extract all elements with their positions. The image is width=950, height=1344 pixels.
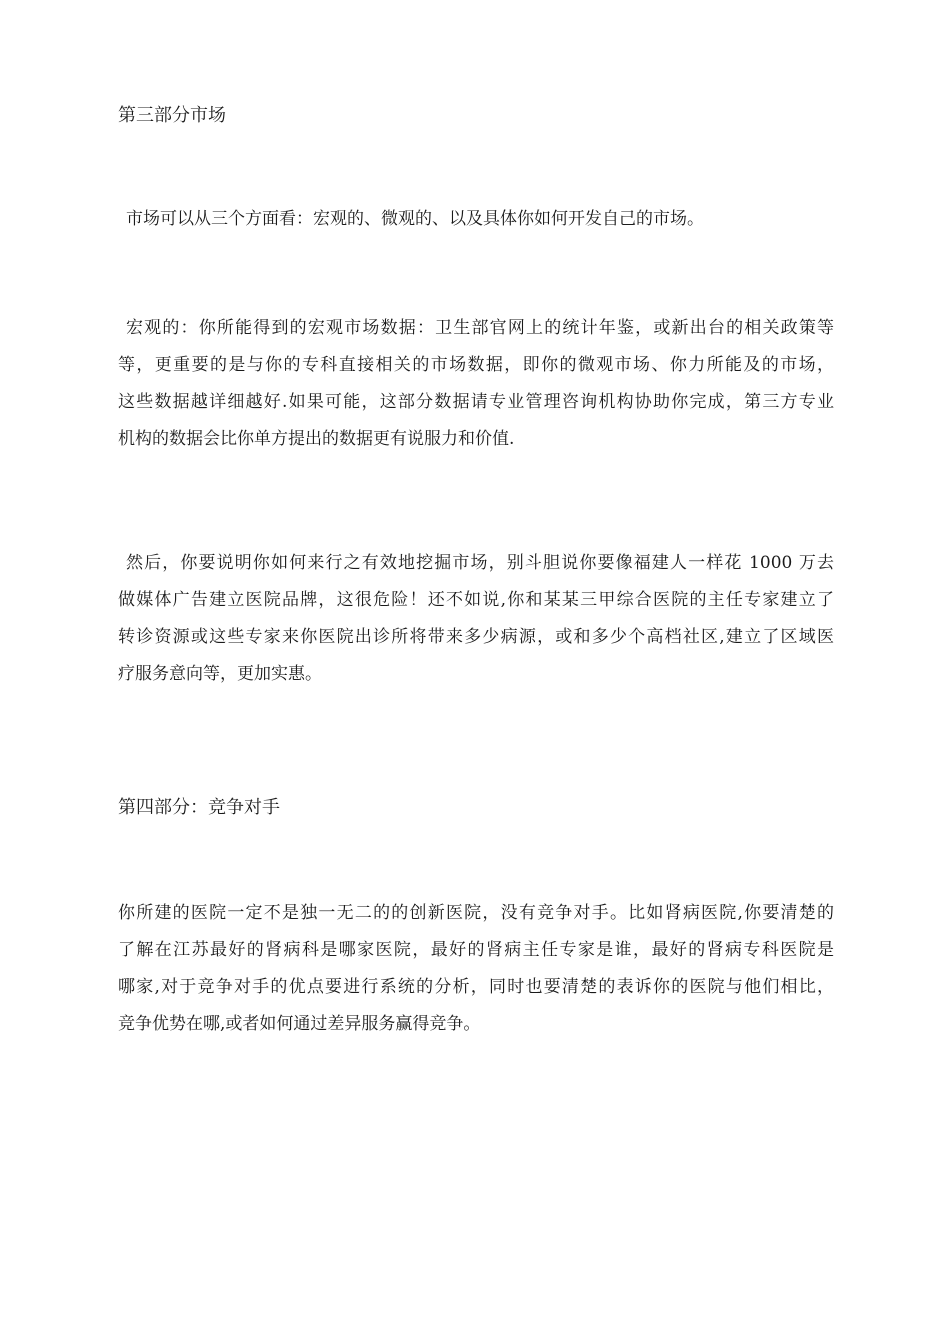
then-line: 疗服务意向等，更加实惠。 — [118, 664, 322, 684]
then-line: 转诊资源或这些专家来你医院出诊所将带来多少病源，或和多少个高档社区,建立了区域医 — [118, 627, 834, 647]
section3-heading: 第三部分市场 — [118, 105, 226, 126]
macro-line: 等，更重要的是与你的专科直接相关的市场数据，即你的微观市场、你力所能及的市场， — [118, 355, 834, 375]
section3-intro — [118, 201, 834, 238]
then-line: 做媒体广告建立医院品牌，这很危险！还不如说,你和某某三甲综合医院的主任专家建立了 — [118, 590, 834, 610]
macro-line: 这些数据越详细越好.如果可能，这部分数据请专业管理咨询机构协助你完成，第三方专业 — [118, 392, 834, 412]
competitor-line: 竞争优势在哪,或者如何通过差异服务赢得竞争。 — [118, 1014, 481, 1034]
section4-heading: 第四部分：竞争对手 — [118, 797, 280, 818]
section4-body-paragraph — [118, 895, 834, 1043]
macro-line: 机构的数据会比你单方提出的数据更有说服力和价值. — [118, 429, 515, 449]
macro-line: 宏观的：你所能得到的宏观市场数据：卫生部官网上的统计年鉴，或新出台的相关政策等 — [126, 318, 834, 338]
intro-line: 市场可以从三个方面看：宏观的、微观的、以及具体你如何开发自己的市场。 — [126, 209, 704, 229]
then-line: 然后，你要说明你如何来行之有效地挖掘市场，别斗胆说你要像福建人一样花 1000 万去 — [126, 553, 834, 573]
competitor-line: 了解在江苏最好的肾病科是哪家医院，最好的肾病主任专家是谁，最好的肾病专科医院是 — [118, 940, 834, 960]
section3-macro-paragraph — [118, 310, 834, 458]
competitor-line: 你所建的医院一定不是独一无二的的创新医院，没有竞争对手。比如肾病医院,你要清楚的 — [118, 903, 834, 923]
section3-then-paragraph — [118, 545, 834, 693]
competitor-line: 哪家,对于竞争对手的优点要进行系统的分析，同时也要清楚的表诉你的医院与他们相比， — [118, 977, 834, 997]
